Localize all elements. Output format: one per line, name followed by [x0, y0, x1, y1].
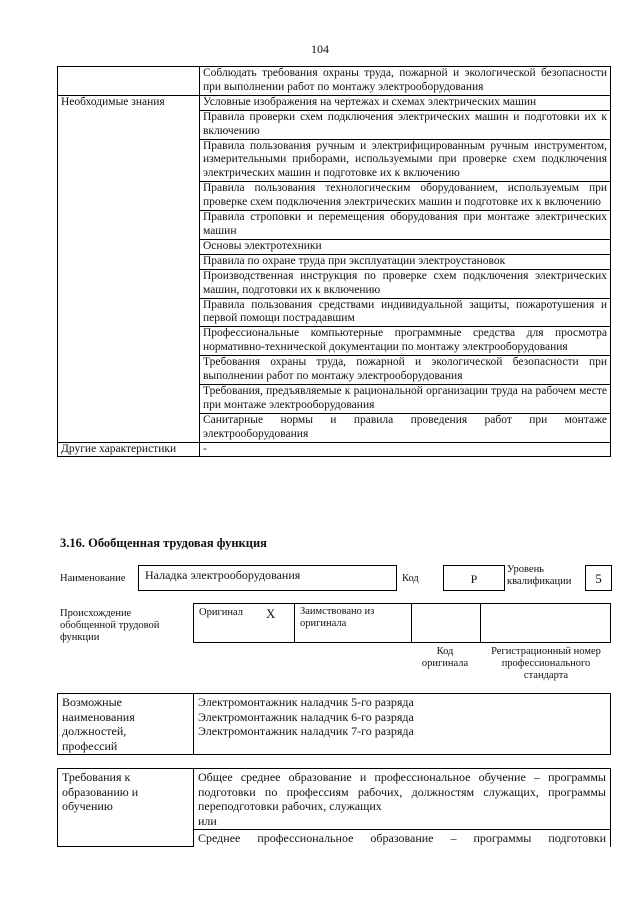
origin-label: [60, 608, 159, 644]
knowledge-item: Требования, предъявляемые к рациональной организации труда на рабочем месте при монтаже электрооборудования: [200, 384, 611, 413]
position-item: Электромонтажник наладчик 6-го разряда: [198, 709, 414, 724]
positions-label-line: Возможные: [62, 695, 122, 709]
origin-label-line1: Происхождение: [60, 608, 132, 619]
borrowed-label-line1: Заимствовано из: [300, 606, 375, 617]
borrowed-label: [300, 606, 374, 630]
education-table: [57, 768, 611, 847]
education-label: [58, 769, 194, 847]
education-label-line: образованию и: [62, 784, 139, 799]
page-number: 104: [311, 42, 329, 56]
first-row-text: Соблюдать требования охраны труда, пожарной и экологической безопасности при выполнении работ по монтажу электрооборудования: [200, 67, 611, 96]
name-value: Наладка электрооборудования: [145, 568, 301, 582]
reg-caption: [480, 646, 612, 682]
level-label: [507, 564, 571, 588]
position-item: Электромонтажник наладчик 7-го разряда: [198, 724, 414, 738]
level-field: [585, 565, 612, 591]
other-characteristics-label: Другие характеристики: [58, 442, 200, 457]
origin-divider: [294, 603, 295, 643]
reg-caption-line3: стандарта: [523, 670, 569, 681]
knowledge-label: Необходимые знания: [58, 95, 200, 442]
code-caption: [412, 646, 478, 670]
education-label-line: обучению: [62, 799, 113, 813]
education-line3: Среднее профессиональное образование – программы подготовки: [194, 830, 611, 847]
name-label: Наименование: [60, 573, 126, 584]
origin-divider: [480, 603, 481, 643]
knowledge-item: Основы электротехники: [200, 239, 611, 254]
borrowed-label-line2: оригинала: [300, 618, 347, 629]
positions-label: [58, 694, 194, 755]
education-line1: Общее среднее образование и профессиональное обучение – программы подготовки по профессиям рабочих, должностям служащих, программы переподготовки рабочих, служащих: [198, 770, 606, 813]
education-label-line: Требования к: [62, 770, 131, 784]
knowledge-item: Санитарные нормы и правила проведения работ при монтаже электрооборудования: [200, 413, 611, 442]
name-field: [138, 565, 397, 591]
reg-caption-line2: профессионального: [501, 658, 591, 669]
knowledge-item: Правила пользования технологическим оборудованием, используемым при проверке схем подключения электрических машин и подготовке их к включению: [200, 182, 611, 211]
level-label-line1: Уровень: [507, 564, 544, 575]
code-field: [443, 565, 505, 591]
knowledge-item: Правила по охране труда при эксплуатации электроустановок: [200, 254, 611, 269]
knowledge-item: Требования охраны труда, пожарной и экологической безопасности при выполнении работ по монтажу электрооборудования: [200, 356, 611, 385]
positions-list: [194, 694, 611, 755]
education-line2: или: [198, 813, 217, 828]
positions-table: [57, 693, 611, 755]
code-caption-line2: оригинала: [421, 658, 469, 669]
code-value: Р: [470, 572, 478, 586]
positions-label-line: должностей,: [62, 724, 127, 738]
reg-caption-line1: Регистрационный номер: [491, 646, 601, 657]
knowledge-item: Правила проверки схем подключения электрических машин и подготовки их к включению: [200, 110, 611, 139]
origin-box: [193, 603, 611, 643]
education-text: [194, 769, 611, 830]
origin-label-line2: обобщенной трудовой: [60, 620, 160, 631]
origin-divider: [411, 603, 412, 643]
positions-label-line: профессий: [62, 738, 118, 753]
original-mark: X: [266, 606, 276, 621]
blank-label-cell: [58, 67, 200, 96]
section-title: 3.16. Обобщенная трудовая функция: [60, 536, 267, 550]
original-label: Оригинал: [199, 607, 243, 618]
origin-label-line3: функции: [60, 632, 100, 643]
knowledge-item: Условные изображения на чертежах и схемах электрических машин: [200, 95, 611, 110]
code-caption-line1: Код: [436, 646, 454, 657]
knowledge-item: Производственная инструкция по проверке схем подключения электрических машин, подготовки их к включению: [200, 269, 611, 298]
position-item: Электромонтажник наладчик 5-го разряда: [198, 695, 414, 709]
level-label-line2: квалификации: [507, 576, 572, 587]
other-characteristics-value: -: [200, 442, 611, 457]
knowledge-table: [57, 66, 611, 457]
level-value: 5: [595, 571, 602, 586]
knowledge-item: Правила пользования ручным и электрифицированным ручным инструментом, измерительными приборами, используемыми при проверке схем подключения электрических машин и подготовке их к включению: [200, 139, 611, 182]
knowledge-item: Правила строповки и перемещения оборудования при монтаже электрических машин: [200, 211, 611, 240]
knowledge-item: Профессиональные компьютерные программные средства для просмотра нормативно-технической документации по монтажу электрооборудования: [200, 327, 611, 356]
positions-label-line: наименования: [62, 709, 135, 724]
knowledge-item: Правила пользования средствами индивидуальной защиты, пожаротушения и первой помощи пострадавшим: [200, 298, 611, 327]
code-label: Код: [402, 573, 419, 584]
